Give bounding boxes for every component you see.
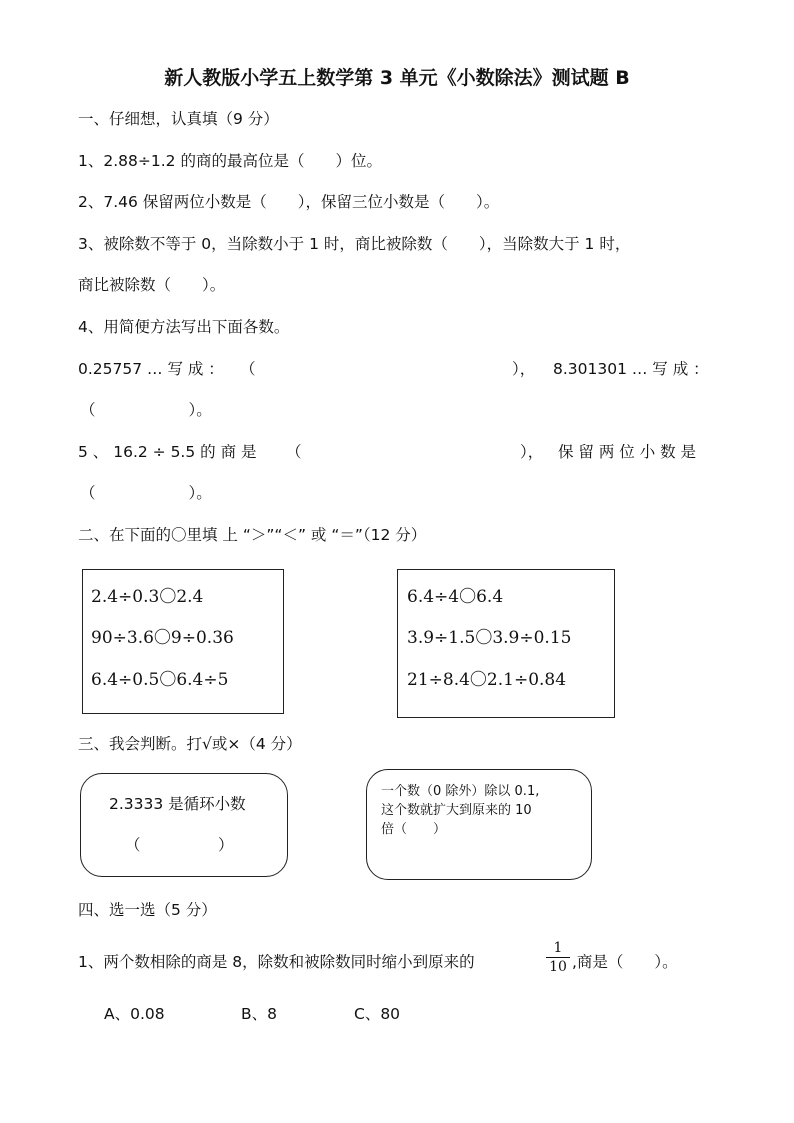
- section4-heading: 四、选一选（5 分）: [78, 901, 217, 919]
- question-1-3-line1: 3、被除数不等于 0，当除数小于 1 时，商比被除数（ ），当除数大于 1 时，: [78, 235, 631, 253]
- question-1-5-tail: 保 留 两 位 小 数 是: [558, 443, 697, 461]
- question-1-3-line2: 商比被除数（ ）。: [78, 276, 226, 294]
- fraction-bar: [546, 957, 570, 958]
- comparison-item: 2.4÷0.3〇2.4: [91, 587, 204, 607]
- question-1-5-label: 5 、 16.2 ÷ 5.5 的 商 是: [78, 443, 257, 461]
- judgment-statement-line1: 一个数（0 除外）除以 0.1,: [381, 784, 540, 799]
- judgment-answer: （ ）: [125, 836, 234, 854]
- question-1-4: 4、用简便方法写出下面各数。: [78, 318, 290, 336]
- question-4-1-text: 1、两个数相除的商是 8，除数和被除数同时缩小到原来的: [78, 953, 475, 971]
- comparison-box-right: [397, 569, 615, 718]
- judgment-statement: 2.3333 是循环小数: [109, 795, 246, 813]
- question-1-4-a-open: （: [240, 360, 256, 378]
- judgment-statement-line2: 这个数就扩大到原来的 10: [381, 803, 532, 818]
- comparison-item: 6.4÷4〇6.4: [407, 587, 504, 607]
- question-1-4-b-answer: （ ）。: [80, 401, 212, 419]
- comparison-box-left: [82, 569, 284, 714]
- comparison-item: 6.4÷0.5〇6.4÷5: [91, 670, 229, 690]
- fraction-one-tenth: [546, 940, 570, 975]
- question-1-5-close: ），: [520, 443, 544, 461]
- comparison-item: 3.9÷1.5〇3.9÷0.15: [407, 628, 572, 648]
- question-1-1: 1、2.88÷1.2 的商的最高位是（ ）位。: [78, 152, 382, 170]
- fraction-denominator: 10: [549, 959, 567, 975]
- question-1-4-a-close: ），: [512, 360, 536, 378]
- question-1-5-answer: （ ）。: [80, 484, 212, 502]
- judgment-statement-line3: 倍（ ）: [381, 822, 447, 837]
- section2-heading: 二、在下面的〇里填 上 “＞”“＜” 或 “＝”（12 分）: [78, 526, 427, 544]
- comparison-item: 90÷3.6〇9÷0.36: [91, 628, 234, 648]
- option-c: C、80: [354, 1005, 401, 1023]
- question-1-2: 2、7.46 保留两位小数是（ ），保留三位小数是（ ）。: [78, 193, 500, 211]
- section3-heading: 三、我会判断。打√或×（4 分）: [78, 735, 302, 753]
- judgment-box-left: [80, 773, 288, 877]
- question-4-1-tail: ,商是（ ）。: [572, 953, 678, 971]
- question-1-4-b-label: 8.301301 … 写 成 ：: [553, 360, 709, 378]
- section1-heading: 一、仔细想，认真填（9 分）: [78, 110, 279, 128]
- question-1-4-a-label: 0.25757 … 写 成 ：: [78, 360, 224, 378]
- question-1-5-open: （: [286, 443, 302, 461]
- option-b: B、8: [241, 1005, 277, 1023]
- comparison-item: 21÷8.4〇2.1÷0.84: [407, 670, 567, 690]
- judgment-box-right: [366, 769, 592, 880]
- page-title: 新人教版小学五上数学第 3 单元《小数除法》测试题 B: [164, 67, 630, 89]
- fraction-numerator: 1: [553, 940, 563, 956]
- option-a: A、0.08: [104, 1005, 165, 1023]
